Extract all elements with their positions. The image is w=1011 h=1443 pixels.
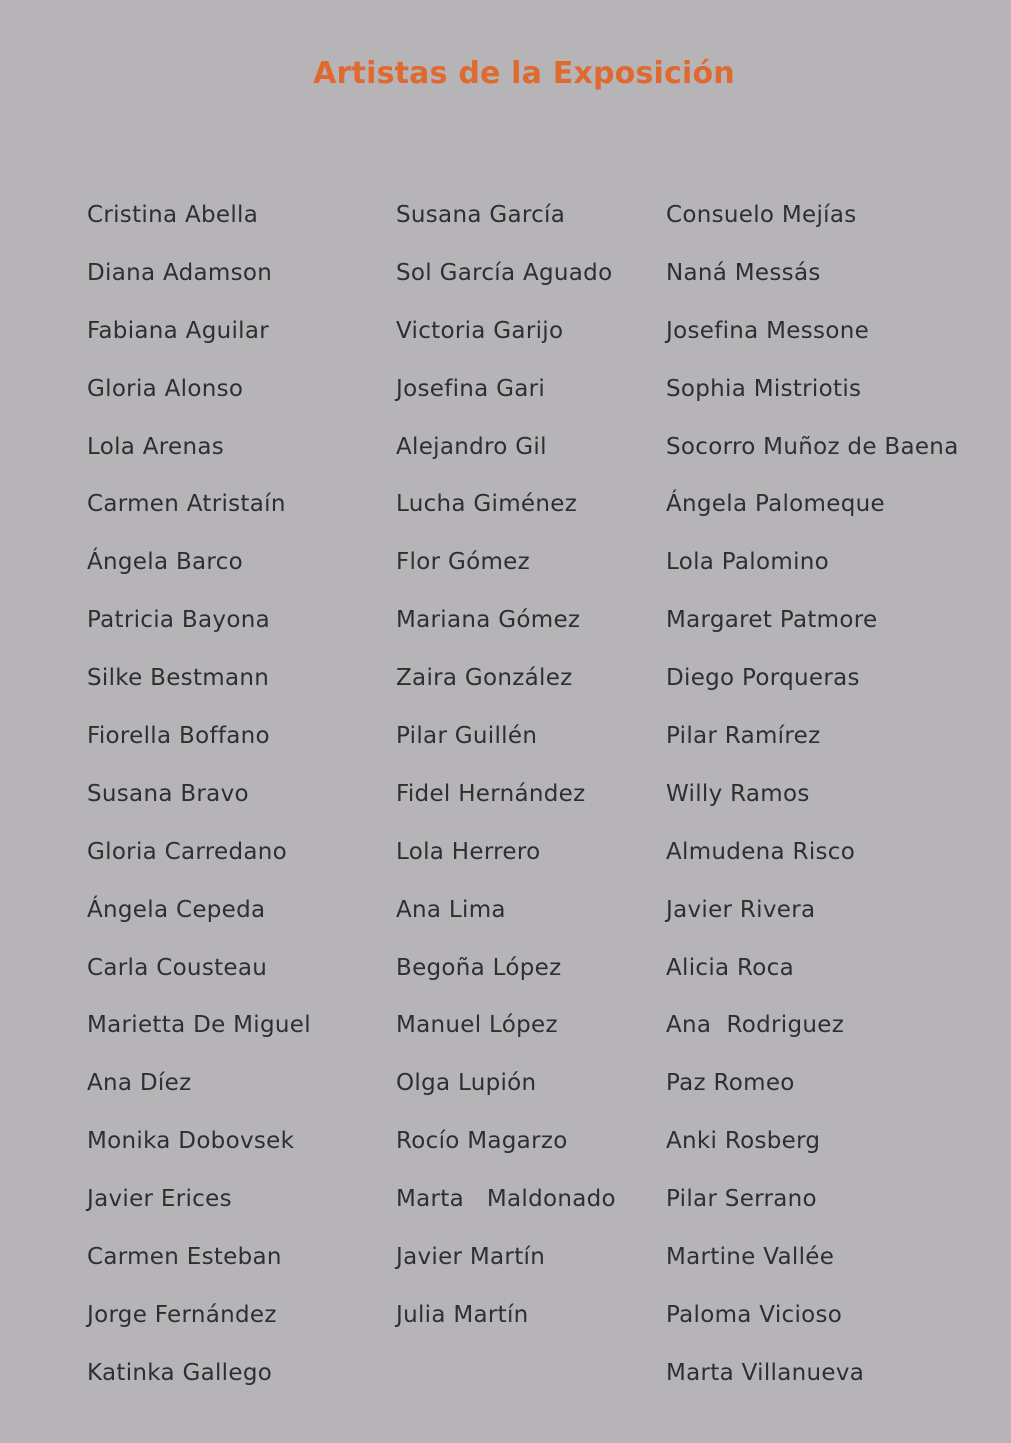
artist-name: Martine Vallée bbox=[666, 1244, 835, 1271]
artist-name: Flor Gómez bbox=[396, 549, 530, 576]
artist-name: Carmen Esteban bbox=[87, 1244, 282, 1271]
artist-name: Alicia Roca bbox=[666, 954, 795, 981]
artist-name: Lola Palomino bbox=[666, 549, 830, 576]
artist-name: Susana García bbox=[396, 202, 566, 228]
artist-name: Silke Bestmann bbox=[87, 665, 270, 692]
artist-name: Fabiana Aguilar bbox=[87, 317, 270, 344]
artist-name: Carla Cousteau bbox=[87, 954, 268, 981]
artist-name: Sophia Mistriotis bbox=[666, 375, 862, 402]
artist-name: Lucha Giménez bbox=[396, 491, 578, 518]
artist-column-2 bbox=[396, 197, 616, 1355]
artist-name: Katinka Gallego bbox=[87, 1359, 273, 1386]
artist-name: Ángela Palomeque bbox=[666, 491, 885, 518]
artist-name: Almudena Risco bbox=[666, 838, 856, 865]
artist-name: Margaret Patmore bbox=[666, 607, 878, 634]
artist-name: Javier Rivera bbox=[666, 896, 816, 923]
page-title: Artistas de la Exposición bbox=[313, 56, 735, 91]
artist-name: Naná Messás bbox=[666, 259, 821, 286]
artist-name: Jorge Fernández bbox=[87, 1301, 277, 1328]
artist-name: Lola Herrero bbox=[396, 838, 541, 865]
artist-name: Javier Martín bbox=[396, 1244, 546, 1271]
artist-name: Pilar Serrano bbox=[666, 1186, 817, 1213]
artist-name: Mariana Gómez bbox=[396, 607, 581, 634]
artist-name: Olga Lupión bbox=[396, 1070, 537, 1097]
artist-name: Paz Romeo bbox=[666, 1070, 795, 1097]
artist-name: Zaira González bbox=[396, 665, 573, 692]
artist-name: Sol García Aguado bbox=[396, 259, 613, 286]
artist-name: Josefina Messone bbox=[666, 317, 870, 344]
artist-column-1 bbox=[87, 197, 311, 1413]
artist-name: Pilar Guillén bbox=[396, 723, 538, 750]
artist-name: Paloma Vicioso bbox=[666, 1301, 843, 1328]
artist-name: Lola Arenas bbox=[87, 433, 225, 460]
artist-name: Consuelo Mejías bbox=[666, 202, 857, 228]
artist-name: Ángela Cepeda bbox=[87, 896, 266, 923]
artist-name: Marietta De Miguel bbox=[87, 1012, 311, 1039]
artist-name: Javier Erices bbox=[87, 1186, 232, 1213]
artist-name: Carmen Atristaín bbox=[87, 491, 286, 518]
artist-name: Rocío Magarzo bbox=[396, 1128, 568, 1155]
artist-name: Ana Rodriguez bbox=[666, 1012, 845, 1039]
artist-name: Ana Lima bbox=[396, 896, 506, 923]
artist-column-3 bbox=[666, 197, 959, 1413]
artist-name: Pilar Ramírez bbox=[666, 723, 821, 750]
artist-name: Patricia Bayona bbox=[87, 607, 270, 634]
artist-name: Alejandro Gil bbox=[396, 433, 547, 460]
artist-name: Ángela Barco bbox=[87, 549, 243, 576]
artist-name: Monika Dobovsek bbox=[87, 1128, 295, 1155]
artist-name: Manuel López bbox=[396, 1012, 558, 1039]
artist-name: Willy Ramos bbox=[666, 780, 810, 807]
artist-name: Socorro Muñoz de Baena bbox=[666, 433, 959, 460]
artist-name: Gloria Alonso bbox=[87, 375, 244, 402]
artist-name: Cristina Abella bbox=[87, 202, 259, 228]
artist-name: Anki Rosberg bbox=[666, 1128, 821, 1155]
artist-name: Josefina Gari bbox=[396, 375, 546, 402]
artist-name: Fidel Hernández bbox=[396, 780, 586, 807]
artist-name: Ana Díez bbox=[87, 1070, 192, 1097]
artist-name: Marta Maldonado bbox=[396, 1186, 616, 1213]
artist-name: Begoña López bbox=[396, 954, 562, 981]
artist-name: Susana Bravo bbox=[87, 780, 249, 807]
artist-name: Victoria Garijo bbox=[396, 317, 564, 344]
artist-name: Fiorella Boffano bbox=[87, 723, 270, 750]
artist-name: Gloria Carredano bbox=[87, 838, 287, 865]
artist-name: Marta Villanueva bbox=[666, 1359, 865, 1386]
artist-name: Diana Adamson bbox=[87, 259, 273, 286]
artist-name: Diego Porqueras bbox=[666, 665, 860, 692]
artist-name: Julia Martín bbox=[396, 1301, 529, 1328]
